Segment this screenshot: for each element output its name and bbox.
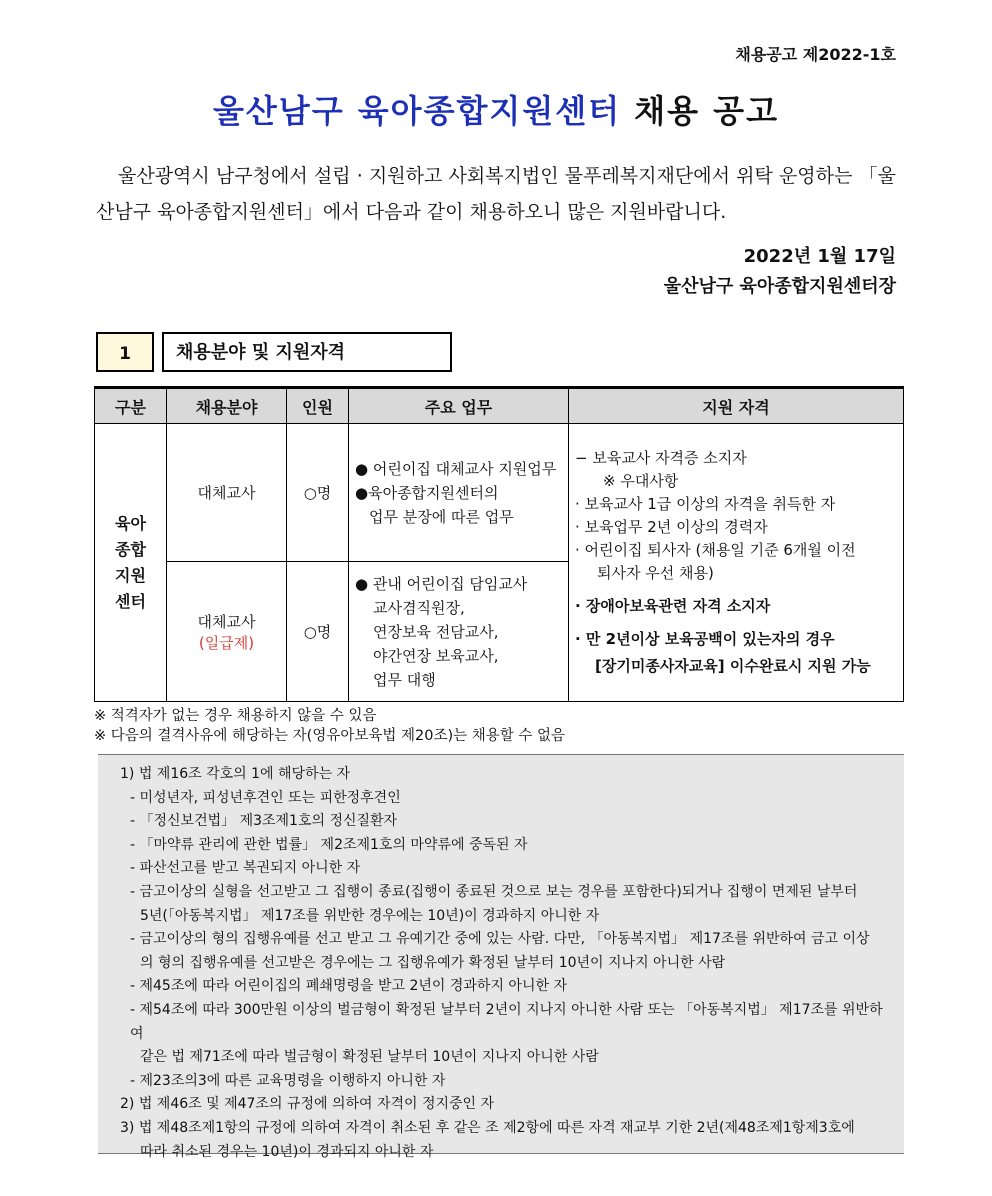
- section-title: 채용분야 및 지원자격: [162, 332, 452, 372]
- section-number: 1: [96, 332, 154, 372]
- qualifications-cell: [569, 424, 904, 702]
- duty-line: 야간연장 보육교사,: [373, 646, 499, 665]
- duties-cell: [349, 424, 569, 562]
- disq-line: - 금고이상의 실형을 선고받고 그 집행이 종료(집행이 종료된 것으로 보는 경우를 포함한다)되거나 집행이 면제된 날부터: [130, 883, 858, 900]
- title-suffix: 채용 공고: [634, 92, 780, 130]
- announcement-date: 2022년 1월 17일: [743, 246, 896, 267]
- note-line: ※ 다음의 결격사유에 해당하는 자(영유아보육법 제20조)는 채용할 수 없음: [94, 728, 565, 744]
- disq-line: 1) 법 제16조 각호의 1에 해당하는 자: [120, 766, 351, 782]
- qual-line: · 만 2년이상 보육공백이 있는자의 경우: [575, 630, 835, 648]
- disq-line: 따라 취소된 경우는 10년)이 경과되지 아니한 자: [140, 1143, 434, 1160]
- disq-line: 같은 법 제71조에 따라 벌금형이 확정된 날부터 10년이 지나지 아니한 사람: [140, 1049, 599, 1066]
- disq-line: - 파산선고를 받고 복권되지 아니한 자: [130, 860, 361, 877]
- note-line: ※ 적격자가 없는 경우 채용하지 않을 수 있음: [94, 708, 377, 724]
- disq-line: 5년(「아동복지법」 제17조를 위반한 경우에는 10년)이 경과하지 아니한 자: [140, 907, 600, 924]
- recruitment-table: [94, 386, 904, 702]
- category-line: 종합: [115, 539, 146, 559]
- category-line: 센터: [115, 591, 146, 611]
- header-field: 채용분야: [167, 388, 287, 424]
- count-cell: ○명: [287, 424, 349, 562]
- title-organization: 울산남구 육아종합지원센터: [212, 92, 622, 130]
- qual-line: · 어린이집 퇴사자 (채용일 기준 6개월 이전: [575, 541, 856, 559]
- disq-line: 2) 법 제46조 및 제47조의 규정에 의하여 자격이 정지중인 자: [120, 1096, 495, 1113]
- duty-line: ●육아종합지원센터의: [355, 483, 499, 502]
- page-title: [0, 86, 992, 132]
- disq-line: - 금고이상의 형의 집행유예를 선고 받고 그 유예기간 중에 있는 사람. 다만, 「아동복지법」 제17조를 위반하여 금고 이상: [130, 931, 870, 948]
- qual-line: [장기미종사자교육] 이수완료시 지원 가능: [595, 657, 871, 675]
- disq-line: - 제23조의3에 따른 교육명령을 이행하지 아니한 자: [130, 1072, 446, 1089]
- qual-line: ※ 우대사항: [603, 472, 679, 490]
- duty-line: 업무 분장에 따른 업무: [369, 507, 514, 526]
- qual-line: − 보육교사 자격증 소지자: [575, 449, 747, 467]
- disq-line: 3) 법 제48조제1항의 규정에 의하여 자격이 취소된 후 같은 조 제2항에 따른 자격 재교부 기한 2년(제48조제1항제3호에: [120, 1119, 855, 1136]
- category-line: 육아: [115, 513, 146, 533]
- intro-paragraph: [96, 158, 896, 230]
- field-sub-label: (일급제): [198, 633, 255, 652]
- date-block: [664, 242, 896, 302]
- duties-cell: [349, 562, 569, 702]
- duty-line: ● 어린이집 대체교사 지원업무: [355, 459, 557, 478]
- qual-line: 퇴사자 우선 채용): [597, 564, 714, 582]
- header-count: 인원: [287, 388, 349, 424]
- notice-number: 채용공고 제2022-1호: [735, 45, 896, 64]
- signer: 울산남구 육아종합지원센터장: [663, 276, 896, 297]
- count-cell: ○명: [287, 562, 349, 702]
- notes: [94, 706, 565, 746]
- field-label: 대체교사: [197, 612, 256, 631]
- disq-line: 의 형의 집행유예를 선고받은 경우에는 그 집행유예가 확정된 날부터 10년이 지나지 아니한 사람: [140, 954, 726, 971]
- disq-line: - 미성년자, 피성년후견인 또는 피한정후견인: [130, 789, 401, 806]
- disq-line: - 「마약류 관리에 관한 법률」 제2조제1호의 마약류에 중독된 자: [130, 836, 528, 853]
- disq-line: - 「정신보건법」 제3조제1호의 정신질환자: [130, 813, 398, 830]
- qual-line: · 장애아보육관련 자격 소지자: [575, 597, 771, 615]
- duty-line: 교사겸직원장,: [373, 598, 465, 617]
- header-category: 구분: [95, 388, 167, 424]
- field-cell: 대체교사: [167, 424, 287, 562]
- duty-line: 연장보육 전담교사,: [373, 622, 499, 641]
- disq-line: - 제45조에 따라 어린이집의 폐쇄명령을 받고 2년이 경과하지 아니한 자: [130, 978, 567, 995]
- header-duties: 주요 업무: [349, 388, 569, 424]
- disq-line: - 제54조에 따라 300만원 이상의 벌금형이 확정된 날부터 2년이 지나지 아니한 사람 또는 「아동복지법」 제17조를 위반하여: [130, 1001, 883, 1042]
- category-line: 지원: [115, 565, 146, 585]
- field-cell: [167, 562, 287, 702]
- duty-line: 업무 대행: [373, 670, 436, 689]
- disqualification-box: [98, 754, 904, 1160]
- intro-text: 울산광역시 남구청에서 설립 · 지원하고 사회복지법인 물푸레복지재단에서 위탁 운영하는 「울산남구 육아종합지원센터」에서 다음과 같이 채용하오니 많은 지원바랍니다.: [96, 165, 896, 223]
- qual-line: · 보육업무 2년 이상의 경력자: [575, 518, 768, 536]
- category-cell: [95, 424, 167, 702]
- header-qualifications: 지원 자격: [569, 388, 904, 424]
- duty-line: ● 관내 어린이집 담임교사: [355, 574, 528, 593]
- qual-line: · 보육교사 1급 이상의 자격을 취득한 자: [575, 495, 836, 513]
